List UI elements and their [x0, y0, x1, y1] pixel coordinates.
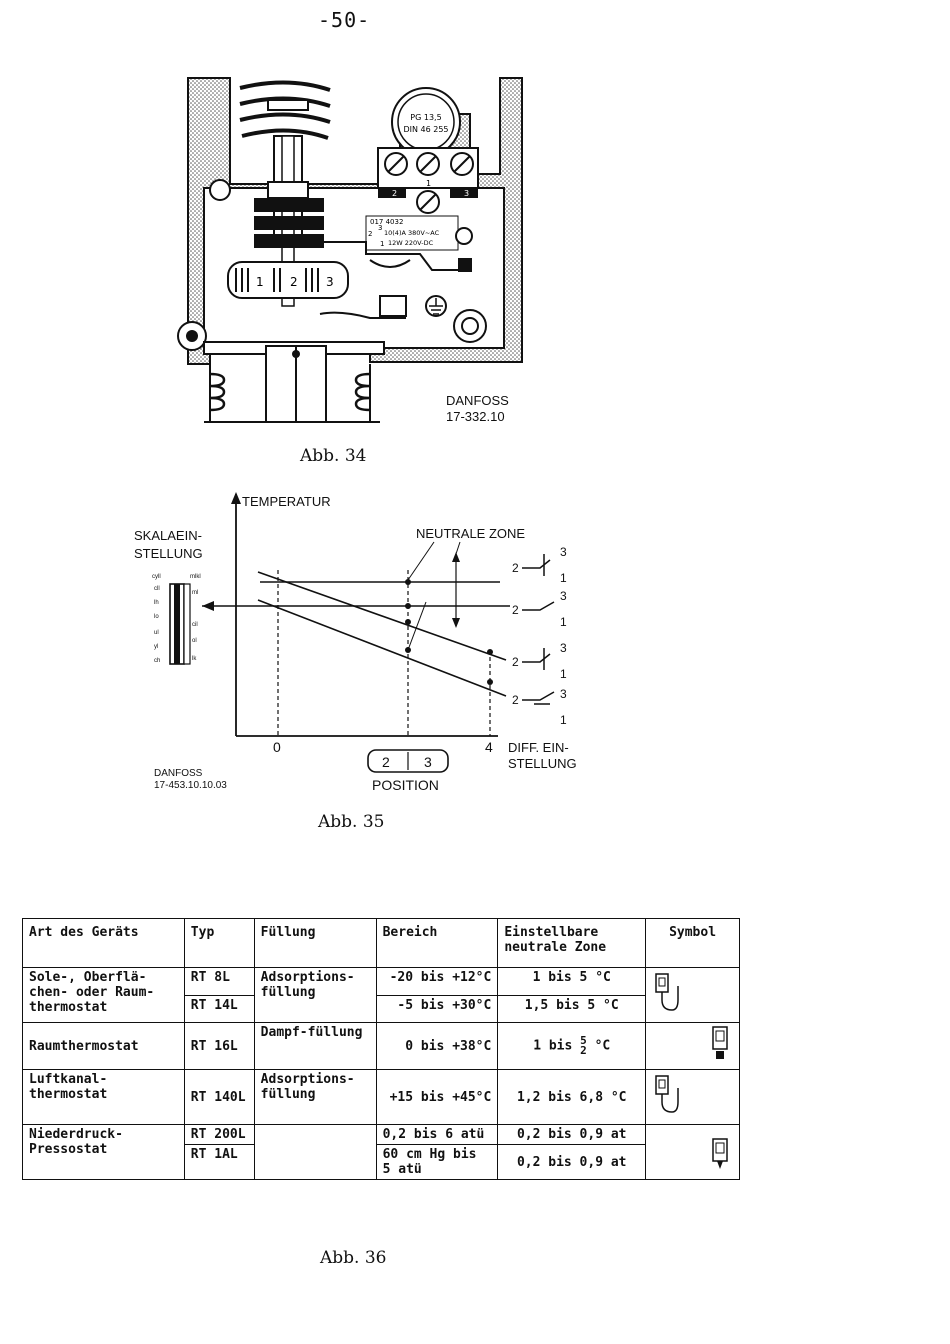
r2-zone [498, 1023, 646, 1070]
r4-zone-b: 0,2 bis 0,9 at [498, 1145, 646, 1180]
r2-zone-num: 5 [580, 1034, 587, 1047]
pressostat-symbol-icon [709, 1137, 733, 1173]
r2-zone-pre: 1 bis [533, 1038, 573, 1054]
r1-typ-b: RT 14L [184, 995, 254, 1023]
page-number: -50- [318, 8, 371, 32]
r4-typ-b: RT 1AL [184, 1145, 254, 1180]
header-art: Art des Geräts [23, 919, 185, 968]
r2-art: Raumthermostat [23, 1023, 185, 1070]
scale-label-2: 2 [290, 275, 298, 289]
r1-art: Sole-, Oberflä-chen- oder Raum-thermostat [23, 968, 185, 1023]
r4-symbol [646, 1125, 740, 1180]
r1-bereich-a: -20 bis +12°C [376, 968, 498, 996]
table-header-row [23, 919, 740, 968]
rating-dc: 12W 220V-DC [388, 239, 434, 247]
figure-35-caption: Abb. 35 [318, 812, 385, 832]
header-typ: Typ [184, 919, 254, 968]
r3-zone: 1,2 bis 6,8 °C [498, 1070, 646, 1125]
header-bereich: Bereich [376, 919, 498, 968]
table-row [23, 968, 740, 996]
r4-fuellung [254, 1125, 376, 1180]
figure-34-thermostat-drawing [170, 74, 530, 430]
figure-34-code: 17-332.10 [446, 409, 505, 424]
switch-label-2: 2 [512, 561, 519, 575]
r1-zone-a: 1 bis 5 °C [498, 968, 646, 996]
diff-label-line2: STELLUNG [508, 756, 577, 771]
figure-35-diagram [130, 490, 600, 800]
r1-symbol [646, 968, 740, 1023]
r4-art: Niederdruck-Pressostat [23, 1125, 185, 1180]
left-label-line2: STELLUNG [134, 546, 203, 561]
thermostat-symbol-icon [652, 970, 682, 1016]
figure-36-caption: Abb. 36 [320, 1248, 387, 1268]
scale-left-0: cll [154, 586, 160, 592]
r3-fuellung: Adsorptions-füllung [254, 1070, 376, 1125]
switch-label-2b: 2 [512, 603, 519, 617]
r1-typ-a: RT 8L [184, 968, 254, 996]
y-axis-label: TEMPERATUR [242, 494, 331, 509]
scale-right-3: lk [192, 656, 197, 662]
r2-symbol [646, 1023, 740, 1070]
r4-bereich-b: 60 cm Hg bis 5 atü [376, 1145, 498, 1180]
scale-label-1: 1 [256, 275, 264, 289]
position-box-b: 3 [424, 754, 432, 770]
table-row [23, 1023, 740, 1070]
scale-label-3: 3 [326, 275, 334, 289]
r3-bereich: +15 bis +45°C [376, 1070, 498, 1125]
terminal-label-3: 3 [464, 189, 470, 198]
switch-label-1d: 1 [560, 713, 567, 727]
diff-label-line1: DIFF. EIN- [508, 740, 569, 755]
table-row [23, 1125, 740, 1145]
figure-35-code: 17-453.10.10.03 [154, 780, 227, 791]
contact-label-2: 2 [368, 230, 373, 238]
scale-left-1: lh [154, 600, 159, 606]
contact-label-3: 3 [378, 224, 383, 232]
x-tick-4: 4 [485, 739, 493, 755]
r2-zone-den: 2 [580, 1044, 587, 1057]
header-symbol: Symbol [646, 919, 740, 968]
r4-zone-a: 0,2 bis 0,9 at [498, 1125, 646, 1145]
room-thermostat-symbol-icon [709, 1025, 733, 1063]
switch-label-3d: 3 [560, 687, 567, 701]
scale-left-5: ch [154, 658, 161, 664]
table-row [23, 1070, 740, 1125]
scale-left-3: ul [154, 630, 159, 636]
r3-art: Luftkanal-thermostat [23, 1070, 185, 1125]
scale-right-2: ol [192, 638, 197, 644]
header-fuellung: Füllung [254, 919, 376, 968]
r3-symbol [646, 1070, 740, 1125]
neutral-zone-label: NEUTRALE ZONE [416, 526, 526, 541]
device-spec-table [22, 918, 740, 1180]
rating-ac: 10(4)A 380V~AC [384, 229, 440, 237]
figure-34-brand: DANFOSS [446, 393, 509, 408]
figure-34-caption: Abb. 34 [300, 446, 367, 466]
switch-label-3c: 3 [560, 641, 567, 655]
switch-label-1: 1 [560, 571, 567, 585]
terminal-label-1: 1 [426, 179, 432, 188]
x-tick-0: 0 [273, 739, 281, 755]
scale-left-4: yl [154, 644, 159, 650]
r1-zone-b: 1,5 bis 5 °C [498, 995, 646, 1023]
contact-label-1: 1 [380, 240, 385, 248]
r2-zone-unit: °C [594, 1038, 611, 1054]
switch-label-2d: 2 [512, 693, 519, 707]
r4-typ-a: RT 200L [184, 1125, 254, 1145]
terminal-label-2: 2 [392, 189, 398, 198]
switch-label-3b: 3 [560, 589, 567, 603]
scale-header-right: mlkl [190, 574, 201, 580]
r1-fuellung: Adsorptions-füllung [254, 968, 376, 1023]
scale-right-1: cil [192, 622, 198, 628]
position-box-a: 2 [382, 754, 390, 770]
r2-bereich: 0 bis +38°C [376, 1023, 498, 1070]
switch-label-1b: 1 [560, 615, 567, 629]
scale-header-left: cyll [152, 574, 161, 580]
part-number: 017 4032 [370, 218, 404, 226]
scale-right-0: ml [192, 590, 199, 596]
r4-bereich-a: 0,2 bis 6 atü [376, 1125, 498, 1145]
scale-left-2: lo [154, 614, 159, 620]
din-label: DIN 46 255 [403, 125, 449, 134]
switch-label-1c: 1 [560, 667, 567, 681]
r2-fuellung: Dampf-füllung [254, 1023, 376, 1070]
pg-label: PG 13,5 [410, 113, 442, 122]
figure-35-brand: DANFOSS [154, 768, 203, 779]
duct-thermostat-symbol-icon [652, 1072, 682, 1118]
position-label: POSITION [372, 777, 439, 793]
switch-label-3: 3 [560, 545, 567, 559]
r2-typ: RT 16L [184, 1023, 254, 1070]
header-zone: Einstellbare neutrale Zone [498, 919, 646, 968]
r3-typ: RT 140L [184, 1070, 254, 1125]
r1-bereich-b: -5 bis +30°C [376, 995, 498, 1023]
switch-label-2c: 2 [512, 655, 519, 669]
left-label-line1: SKALAEIN- [134, 528, 202, 543]
